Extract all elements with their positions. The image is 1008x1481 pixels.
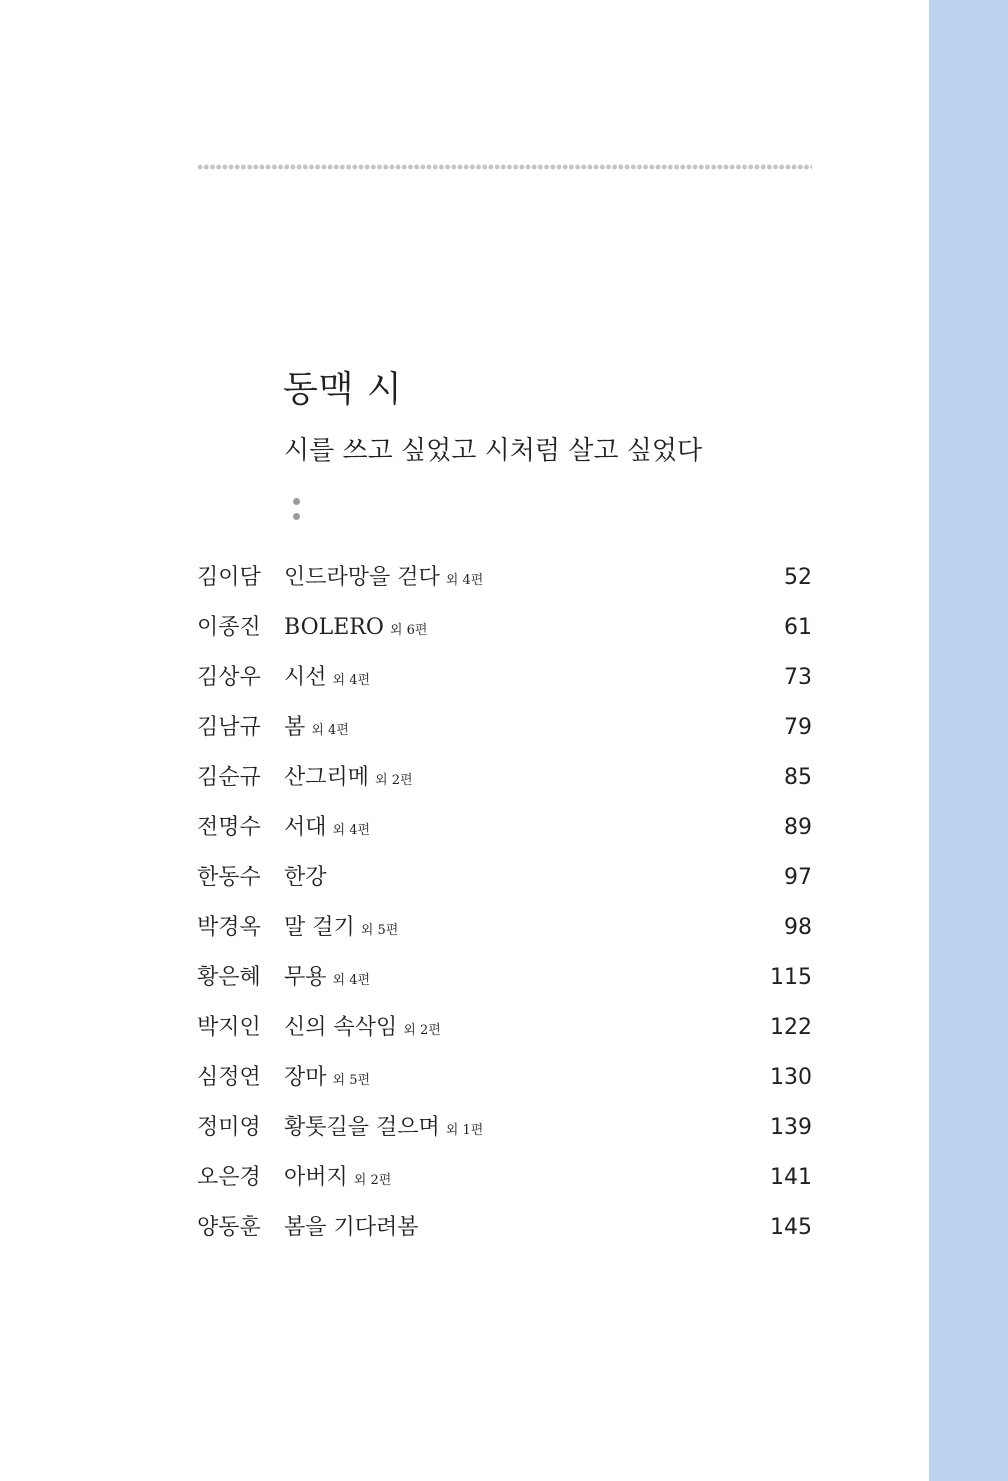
toc-author: 김남규: [197, 715, 261, 740]
toc-author: 심정연: [197, 1065, 261, 1090]
toc-title-group: [284, 908, 398, 951]
toc-entry[interactable]: [197, 908, 812, 958]
toc-entry[interactable]: [197, 658, 812, 708]
toc-entry[interactable]: [197, 958, 812, 1008]
bullet-dots-icon: [293, 498, 302, 522]
toc-author: 김상우: [197, 665, 261, 690]
toc-title: 무용: [284, 965, 327, 990]
toc-extra-count: 외 4편: [332, 823, 371, 838]
toc-page-number: 122: [770, 1015, 812, 1040]
toc-page-number: 97: [784, 865, 812, 890]
toc-author: 황은혜: [197, 965, 261, 990]
side-color-band: [929, 0, 1008, 1481]
dotted-divider: [197, 164, 812, 170]
toc-page-number: 73: [784, 665, 812, 690]
toc-page-number: 61: [784, 615, 812, 640]
toc-extra-count: 외 6편: [389, 623, 428, 638]
toc-title-group: [284, 1108, 483, 1151]
toc-title: 시선: [284, 665, 327, 690]
toc-page-number: 115: [770, 965, 812, 990]
toc-title: 산그리메: [284, 765, 370, 790]
toc-entry[interactable]: [197, 1008, 812, 1058]
toc-title: 신의 속삭임: [284, 1015, 398, 1040]
toc-title-group: [284, 1008, 441, 1051]
toc-author: 이종진: [197, 615, 261, 640]
toc-extra-count: 외 1편: [445, 1123, 484, 1138]
toc-title: 인드라망을 걷다: [284, 565, 440, 590]
toc-page-number: 89: [784, 815, 812, 840]
toc-page-number: 79: [784, 715, 812, 740]
toc-title-group: [284, 958, 370, 1001]
toc-author: 김순규: [197, 765, 261, 790]
toc-author: 한동수: [197, 865, 261, 890]
toc-title: BOLERO: [284, 615, 384, 640]
toc-title: 장마: [284, 1065, 327, 1090]
toc-author: 양동훈: [197, 1215, 261, 1240]
toc-title-group: [284, 608, 427, 651]
toc-title-group: [284, 658, 370, 701]
section-subtitle: 시를 쓰고 싶었고 시처럼 살고 싶었다: [284, 436, 703, 466]
toc-title-group: [284, 708, 349, 751]
toc-author: 전명수: [197, 815, 261, 840]
toc-extra-count: 외 4편: [445, 573, 484, 588]
toc-extra-count: 외 4편: [332, 673, 371, 688]
toc-extra-count: 외 5편: [360, 923, 399, 938]
toc-title: 황톳길을 걸으며: [284, 1115, 440, 1140]
toc-page-number: 85: [784, 765, 812, 790]
toc-title-group: [284, 1058, 370, 1101]
toc-title-group: [284, 1208, 425, 1251]
table-of-contents: [197, 558, 812, 1258]
toc-entry[interactable]: [197, 1058, 812, 1108]
toc-entry[interactable]: [197, 708, 812, 758]
toc-title: 봄을 기다려봄: [284, 1215, 419, 1240]
toc-entry[interactable]: [197, 758, 812, 808]
section-title: 동맥 시: [283, 369, 403, 410]
toc-author: 정미영: [197, 1115, 261, 1140]
toc-author: 김이담: [197, 565, 261, 590]
toc-page-number: 130: [770, 1065, 812, 1090]
toc-extra-count: 외 2편: [353, 1173, 392, 1188]
toc-page-number: 52: [784, 565, 812, 590]
toc-author: 오은경: [197, 1165, 261, 1190]
toc-entry[interactable]: [197, 808, 812, 858]
toc-page-number: 145: [770, 1215, 812, 1240]
toc-author: 박지인: [197, 1015, 261, 1040]
toc-entry[interactable]: [197, 1158, 812, 1208]
toc-title-group: [284, 758, 413, 801]
toc-title-group: [284, 858, 333, 901]
toc-entry[interactable]: [197, 1208, 812, 1258]
toc-extra-count: 외 2편: [375, 773, 413, 788]
toc-extra-count: 외 5편: [332, 1073, 371, 1088]
toc-entry[interactable]: [197, 558, 812, 608]
toc-title: 한강: [284, 865, 327, 890]
toc-extra-count: 외 2편: [403, 1023, 441, 1038]
toc-extra-count: 외 4편: [332, 973, 371, 988]
toc-page-number: 139: [770, 1115, 812, 1140]
toc-title-group: [284, 1158, 391, 1201]
toc-entry[interactable]: [197, 858, 812, 908]
toc-title: 서대: [284, 815, 327, 840]
toc-title: 아버지: [284, 1165, 348, 1190]
toc-author: 박경옥: [197, 915, 261, 940]
toc-title-group: [284, 558, 483, 601]
toc-entry[interactable]: [197, 1108, 812, 1158]
dot-icon: [293, 513, 300, 520]
toc-page-number: 98: [784, 915, 812, 940]
toc-title: 말 걸기: [284, 915, 355, 940]
dot-icon: [293, 498, 300, 505]
toc-extra-count: 외 4편: [311, 723, 349, 738]
toc-title-group: [284, 808, 370, 851]
toc-page-number: 141: [770, 1165, 812, 1190]
toc-title: 봄: [284, 715, 306, 740]
toc-entry[interactable]: [197, 608, 812, 658]
